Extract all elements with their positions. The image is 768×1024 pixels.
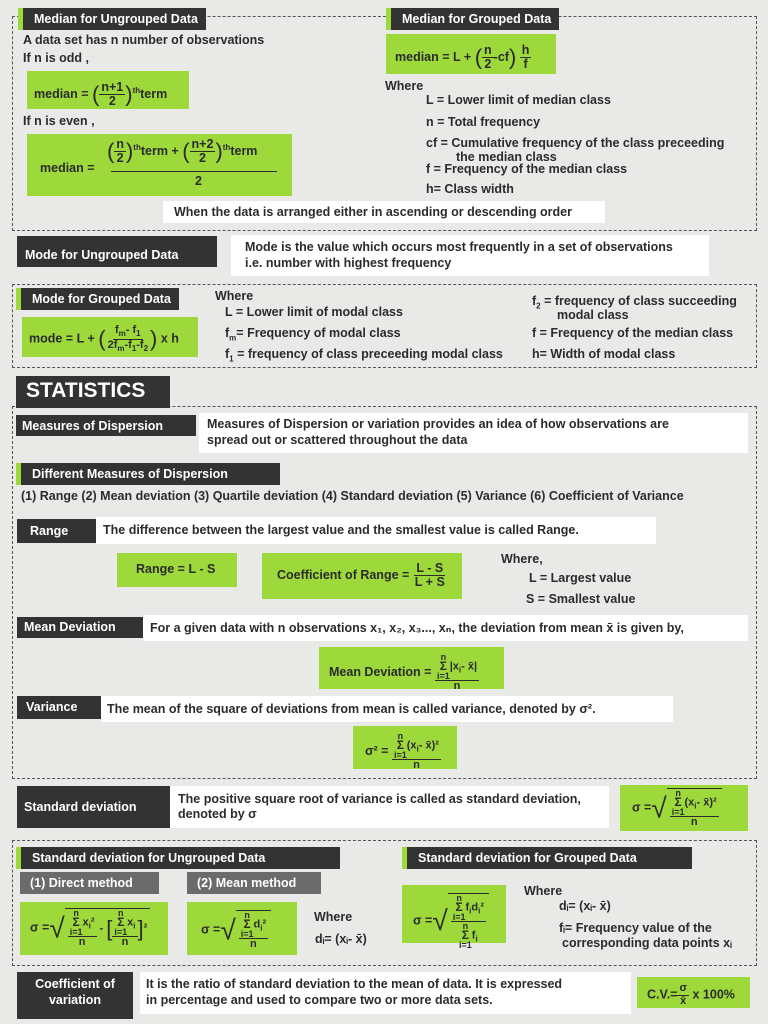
mode-ungrouped-header: Mode for Ungrouped Data — [17, 236, 217, 267]
range-header: Range — [17, 519, 100, 543]
mean-deviation-header: Mean Deviation — [17, 617, 143, 638]
median-def-cf2: the median class — [456, 150, 557, 164]
sd-ungrouped-def: dᵢ= (xᵢ- x̄) — [315, 932, 367, 946]
sd-ungrouped-where: Where — [314, 910, 353, 924]
mode-def-h: h= Width of modal class — [532, 347, 676, 361]
median-def-l: L = Lower limit of median class — [426, 93, 611, 107]
mode-def-f: f = Frequency of the median class — [532, 326, 734, 340]
median-label: median = — [34, 86, 89, 101]
median-ungrouped-header: Median for Ungrouped Data — [18, 8, 206, 30]
median-grouped-header: Median for Grouped Data — [386, 8, 559, 30]
sd-grouped-def1: dᵢ= (xᵢ- x̄) — [559, 899, 611, 913]
mean-deviation-text: For a given data with n observations x₁, x₂, x₃..., xₙ, the deviation from mean x̄ is given by, — [143, 615, 748, 641]
mode-grouped-formula: mode = L + ( $\frac{f_m- f_1}{2f_m-f_1-f_2}$ ) x h — [22, 317, 198, 357]
median-ungrouped-line1: A data set has n number of observations — [23, 33, 265, 47]
median-def-cf: cf = Cumulative frequency of the class preceeding — [426, 136, 725, 150]
mode-ungrouped-text: Mode is the value which occurs most frequently in a set of observations i.e. number with highest frequency — [231, 235, 709, 276]
variance-header: Variance — [17, 696, 107, 719]
sd-grouped-formula: σ =√ n Σ $i=1f_id_i^2$ n Σ $i=1f_i$ — [402, 885, 506, 943]
std-dev-header: Standard deviation — [17, 786, 172, 828]
sd-grouped-where: Where — [524, 884, 563, 898]
mode-where: Where — [215, 289, 254, 303]
median-even-label: If n is even , — [23, 114, 95, 128]
std-dev-formula: σ =√ n Σ $i=1(x_i-$ x̄)² n — [620, 785, 748, 831]
coef-var-header: Coefficient of variation — [17, 972, 133, 1019]
median-even-formula: median = ( $\frac{n}{2}$ )$^{th}$term + ( $\frac{n+2}{2}$ )$^{th}$term 2 — [27, 134, 292, 196]
median-odd-label: If n is odd , — [23, 51, 89, 65]
sd-grouped-def2a: fᵢ= Frequency value of the — [559, 921, 712, 935]
std-dev-text: The positive square root of variance is called as standard deviation, denoted by σ — [170, 786, 609, 828]
range-where: Where, — [501, 552, 543, 566]
mean-deviation-formula: Mean Deviation = n Σ $i=1|x_i-$ x̄| n — [319, 647, 504, 689]
sd-grouped-def2b: corresponding data points xᵢ — [562, 936, 732, 950]
mode-def-l: L = Lower limit of modal class — [225, 305, 403, 319]
median-def-f: f = Frequency of the median class — [426, 162, 628, 176]
range-def-s: S = Smallest value — [526, 592, 636, 606]
mean-method-formula: σ =√ n Σ $i=1d_i^2$ n — [187, 902, 297, 955]
measures-list: (1) Range (2) Mean deviation (3) Quartile deviation (4) Standard deviation (5) Variance (6) Coefficient of Variance — [21, 489, 684, 503]
range-formula: Range = L - S — [117, 553, 237, 587]
median-section-border — [12, 16, 757, 231]
median-odd-formula: median = ( $\frac{n+1}{2}$ )$^{th}$term — [27, 71, 189, 109]
different-measures-header: Different Measures of Dispersion — [16, 463, 280, 485]
median-grouped-where: Where — [385, 79, 424, 93]
variance-formula: σ² = n Σ $i=1(x_i-$ x̄)² n — [353, 726, 457, 769]
sd-grouped-header: Standard deviation for Grouped Data — [402, 847, 692, 869]
range-text: The difference between the largest value and the smallest value is called Range. — [96, 517, 656, 544]
dispersion-header: Measures of Dispersion — [16, 415, 196, 436]
coef-var-formula: C.V.= $\frac{\sigma}{x̄}$ x 100% — [637, 977, 750, 1008]
mode-def-fm: $f_m=$ Frequency of modal class — [225, 326, 401, 343]
variance-text: The mean of the square of deviations from mean is called variance, denoted by σ². — [101, 696, 673, 722]
mode-def-f1: $f_1$ = frequency of class preceeding modal class — [225, 347, 503, 364]
median-grouped-formula: median = L + ( $\frac{n}{2}$ -cf) $\frac{h}{f}$ — [386, 34, 556, 74]
coef-range-formula: Coefficient of Range = $\frac{L - S}{L + S}$ — [262, 553, 462, 599]
mode-def-f2b: modal class — [557, 308, 629, 322]
statistics-title: STATISTICS — [16, 376, 170, 408]
range-def-l: L = Largest value — [529, 571, 632, 585]
mode-def-f2: $f_2$ = frequency of class succeeding — [532, 294, 737, 311]
mean-method-label: (2) Mean method — [187, 872, 321, 894]
direct-method-formula: σ =√ n Σ $i=1x_i^2$ n - [ n Σ $i=1x_i$ n ]² — [20, 902, 168, 955]
direct-method-label: (1) Direct method — [20, 872, 159, 894]
sd-ungrouped-header: Standard deviation for Ungrouped Data — [16, 847, 340, 869]
median-note: When the data is arranged either in ascending or descending order — [163, 201, 605, 223]
median-def-n: n = Total frequency — [426, 115, 541, 129]
mode-grouped-header: Mode for Grouped Data — [16, 288, 179, 310]
coef-var-text: It is the ratio of standard deviation to the mean of data. It is expressed in percentage and used to compare two or more data sets. — [140, 972, 631, 1014]
median-def-h: h= Class width — [426, 182, 514, 196]
dispersion-text: Measures of Dispersion or variation provides an idea of how observations are spread out or scattered throughout the data — [199, 413, 748, 453]
